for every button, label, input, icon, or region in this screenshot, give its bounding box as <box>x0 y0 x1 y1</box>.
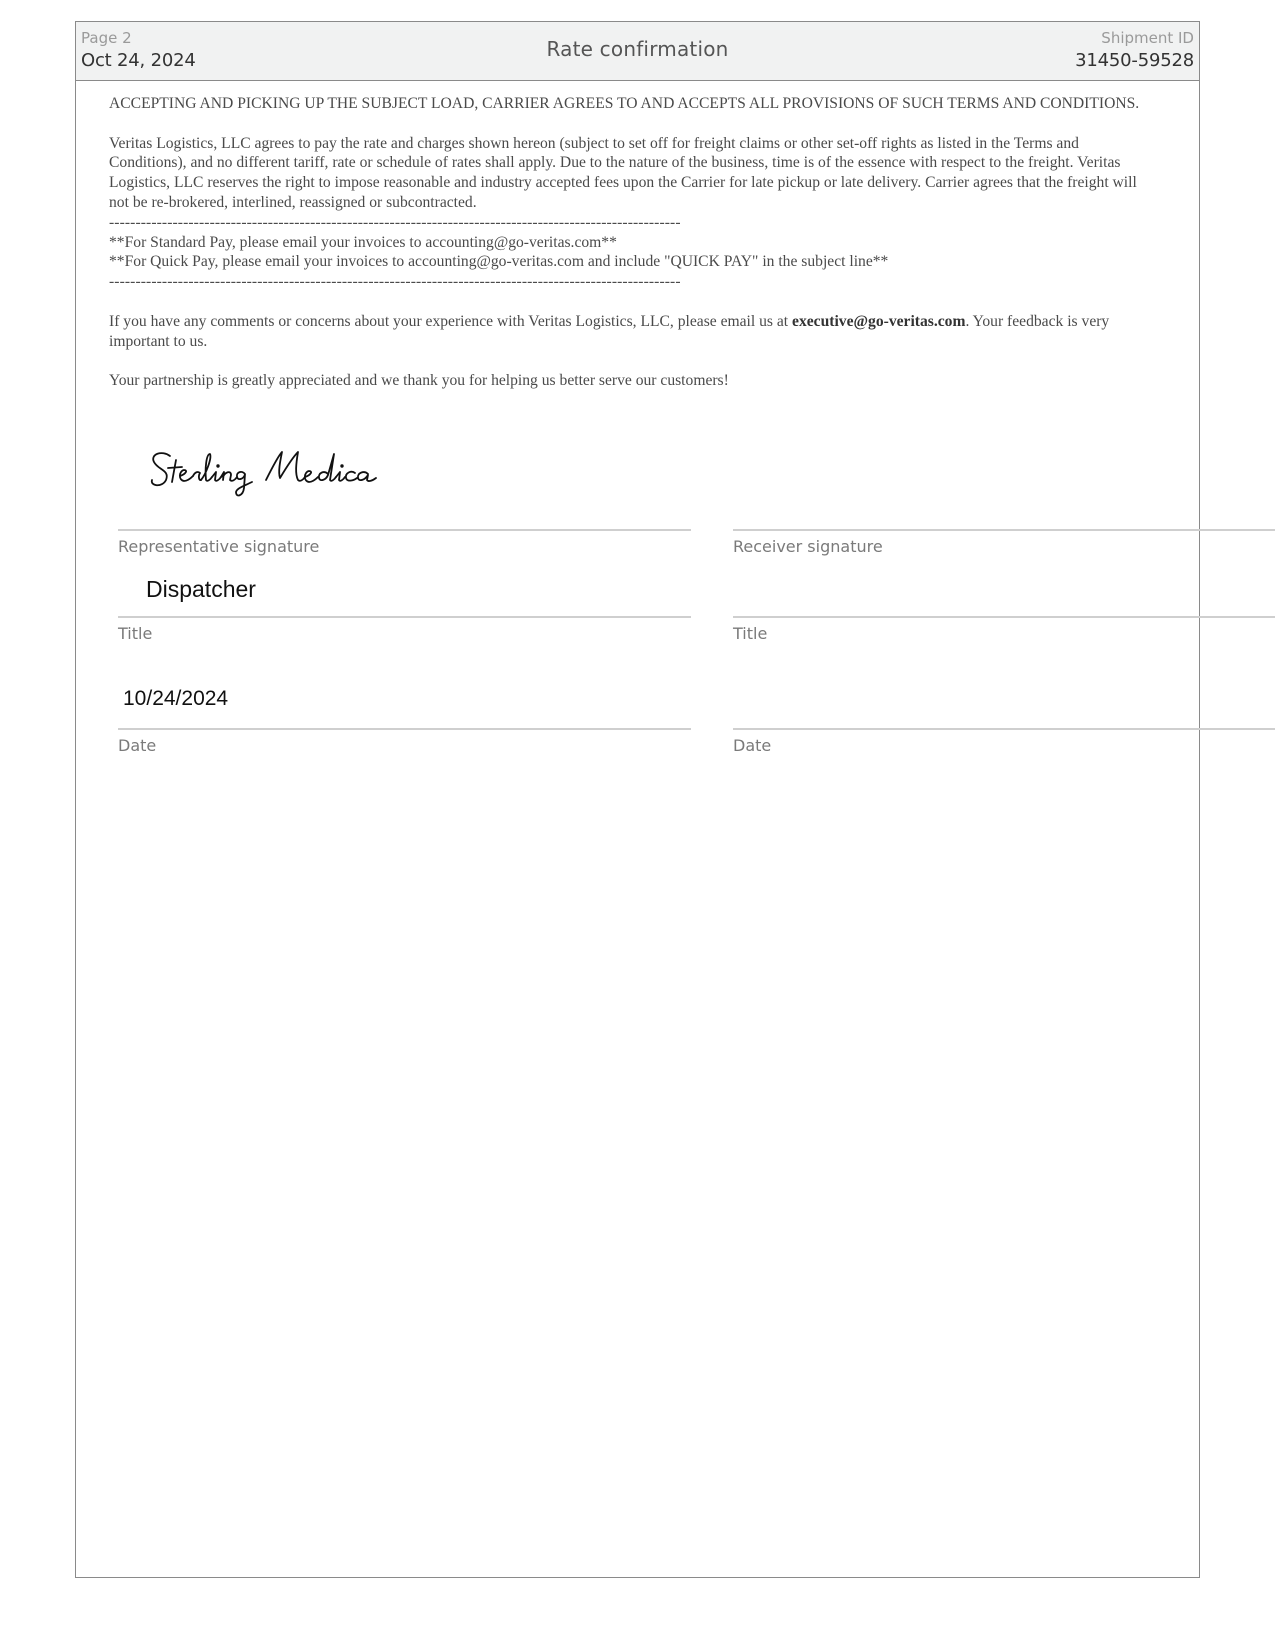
rep-title-line <box>118 616 691 618</box>
standard-pay-note: **For Standard Pay, please email your invoices to accounting@go-veritas.com** <box>109 233 617 251</box>
payment-terms: Veritas Logistics, LLC agrees to pay the rate and charges shown hereon (subject to set off for freight claims or other set-off rights as listed in the Terms and Conditions), and no different tariff, rate or schedule of rates shall apply. Due to the nature of the business, time is of the essence with respect to the freight. Veritas Logistics, LLC reserves the right to impose reasonable and industry accepted fees upon the Carrier for late pickup or late delivery. Carrier agrees that the freight will not be re-brokered, interlined, reassigned or subcontracted. <box>109 134 1137 211</box>
rep-signature-block <box>118 487 691 556</box>
shipment-id-label: Shipment ID <box>1101 29 1194 47</box>
shipment-id-value: 31450-59528 <box>1075 50 1194 71</box>
rep-title-label: Title <box>118 624 153 643</box>
rep-date-line <box>118 728 691 730</box>
rep-date-value: 10/24/2024 <box>123 687 229 710</box>
page-frame <box>75 21 1200 1578</box>
header-right <box>1075 28 1194 74</box>
feedback-text: If you have any comments or concerns about your experience with Veritas Logistics, LLC, please email us at <box>109 312 793 330</box>
rep-date-label: Date <box>118 736 157 755</box>
thanks-paragraph: Your partnership is greatly appreciated and we thank you for helping us better serve our customers! <box>109 372 729 390</box>
rep-signature-line <box>118 529 691 531</box>
quick-pay-note: **For Quick Pay, please email your invoices to accounting@go-veritas.com and include "QUICK PAY" in the subject line** <box>109 253 889 271</box>
document-date: Oct 24, 2024 <box>81 50 196 71</box>
rep-title-value: Dispatcher <box>146 576 256 602</box>
receiver-signature-label: Receiver signature <box>733 537 883 556</box>
receiver-signature-line <box>733 529 1275 531</box>
receiver-date-line <box>733 728 1275 730</box>
receiver-title-label: Title <box>733 624 768 643</box>
handwritten-signature <box>148 442 408 502</box>
feedback-paragraph <box>109 312 1159 352</box>
feedback-text-end: . Your feedback is very important to us. <box>109 312 1110 350</box>
divider-bottom: ------------------------------------------------------------------------------------------------------------ <box>109 273 681 291</box>
receiver-date-label: Date <box>733 736 772 755</box>
divider-top: ------------------------------------------------------------------------------------------------------------ <box>109 213 681 231</box>
document-title: Rate confirmation <box>546 37 729 61</box>
page-header <box>76 22 1199 81</box>
terms-acceptance: ACCEPTING AND PICKING UP THE SUBJECT LOAD, CARRIER AGREES TO AND ACCEPTS ALL PROVISIONS OF SUCH TERMS AND CONDITIONS. <box>109 95 1140 112</box>
feedback-email: executive@go-veritas.com <box>792 312 966 330</box>
receiver-signature-block <box>733 487 1275 556</box>
rep-signature-label: Representative signature <box>118 537 320 556</box>
receiver-title-line <box>733 616 1275 618</box>
page-number: Page 2 <box>81 29 132 47</box>
terms-body <box>109 94 1159 391</box>
